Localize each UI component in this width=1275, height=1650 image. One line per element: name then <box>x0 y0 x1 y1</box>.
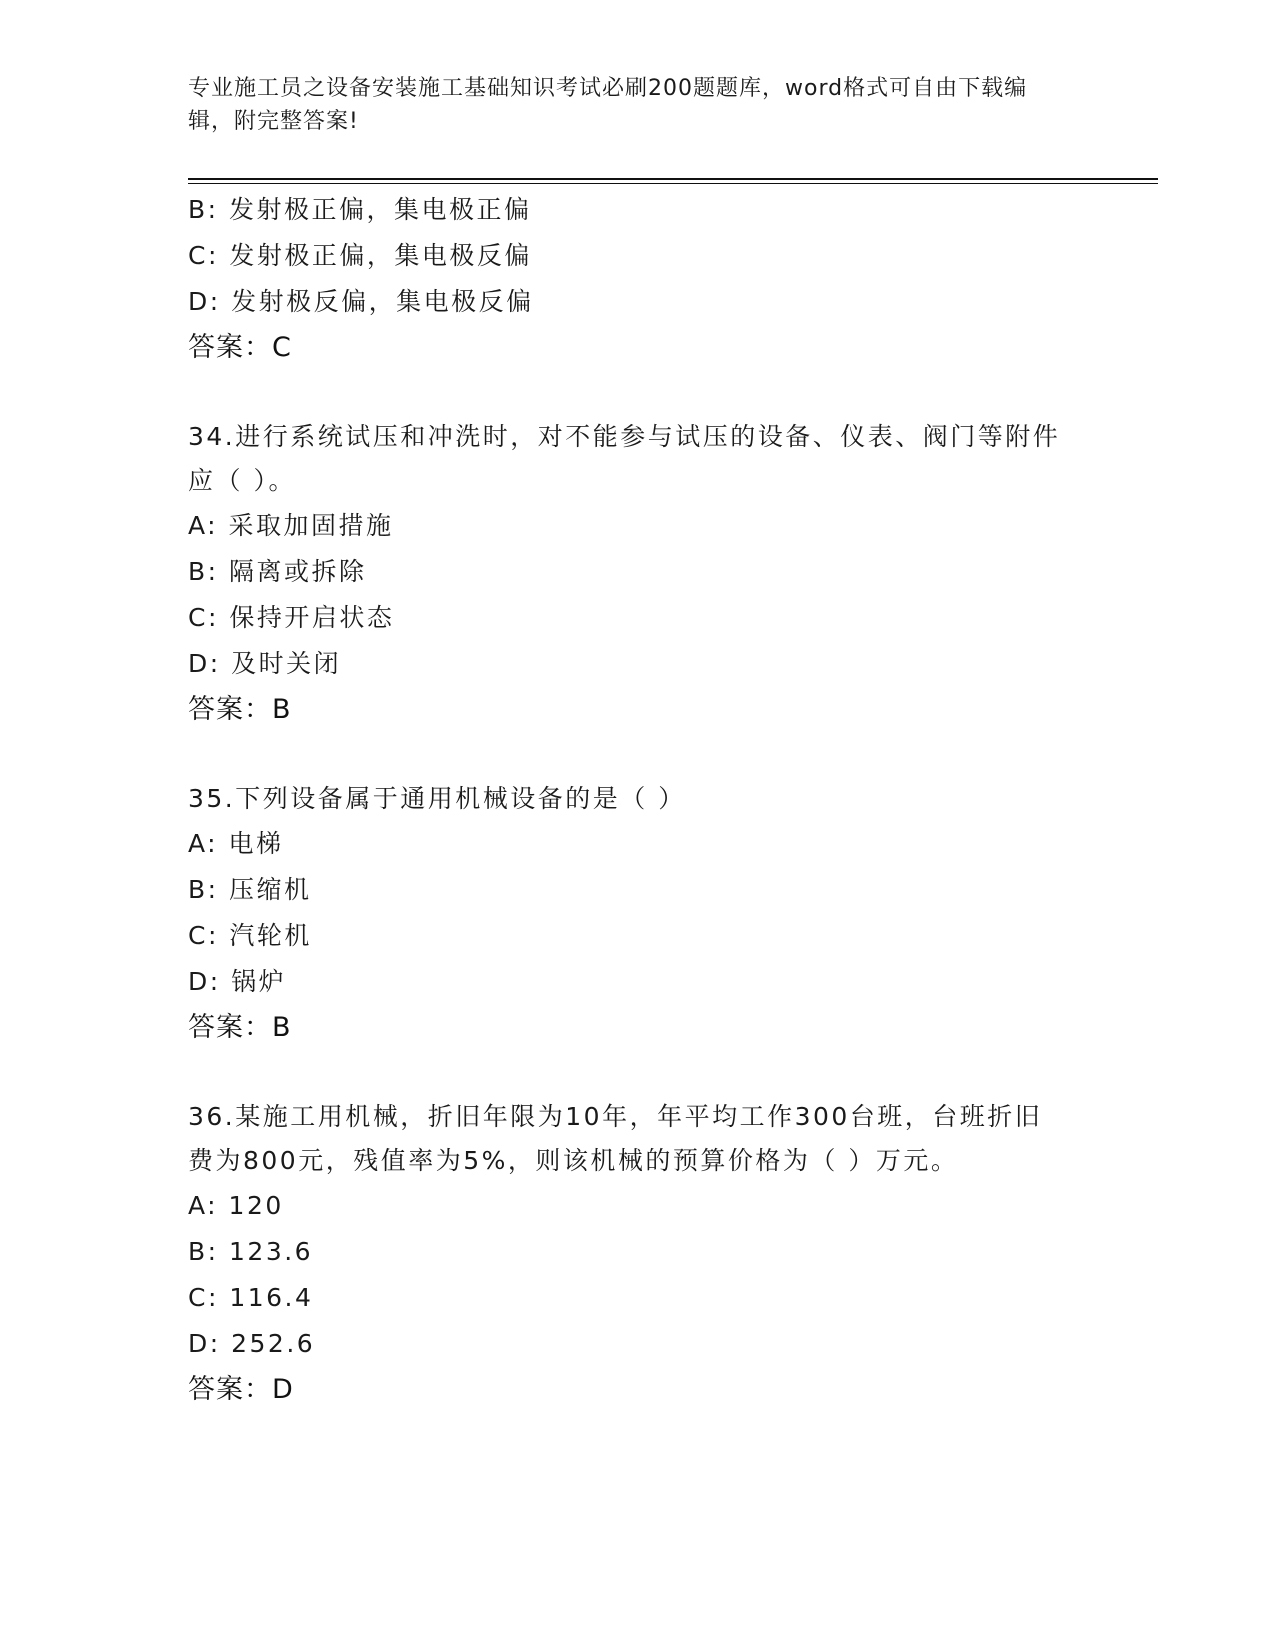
partial-question <box>188 187 1088 371</box>
option-b: B: 123.6 <box>188 1237 314 1266</box>
question-text: 35.下列设备属于通用机械设备的是（ ） <box>188 784 686 813</box>
option-b: B: 隔离或拆除 <box>188 557 367 586</box>
option-a: A: 120 <box>188 1191 284 1220</box>
answer-line: 答案：D <box>188 1374 294 1405</box>
spacer <box>188 371 1088 415</box>
option-a: A: 电梯 <box>188 829 284 858</box>
answer-line: 答案：B <box>188 694 292 725</box>
option-c: C: 发射极正偏，集电极反偏 <box>188 241 532 270</box>
option-c: C: 116.4 <box>188 1283 314 1312</box>
option-a: A: 采取加固措施 <box>188 511 394 540</box>
document-header: 专业施工员之设备安装施工基础知识考试必刷200题题库，word格式可自由下载编辑，附完整答案! <box>188 76 1028 134</box>
answer-line: 答案：C <box>188 332 292 363</box>
question-item <box>188 777 1088 1051</box>
header-divider-thin <box>188 183 1158 184</box>
option-d: D: 发射极反偏，集电极反偏 <box>188 287 534 316</box>
answer-line: 答案：B <box>188 1012 292 1043</box>
question-item <box>188 1095 1088 1413</box>
option-d: D: 252.6 <box>188 1329 316 1358</box>
option-b: B: 压缩机 <box>188 875 312 904</box>
option-d: D: 锅炉 <box>188 967 287 996</box>
question-list <box>188 187 1088 1413</box>
spacer <box>188 733 1088 777</box>
option-d: D: 及时关闭 <box>188 649 342 678</box>
question-item <box>188 415 1088 733</box>
header-divider-thick <box>188 178 1158 180</box>
spacer <box>188 1051 1088 1095</box>
question-text: 36.某施工用机械，折旧年限为10年，年平均工作300台班，台班折旧费为800元，残值率为5%，则该机械的预算价格为（ ）万元。 <box>188 1102 1043 1175</box>
option-b: B: 发射极正偏，集电极正偏 <box>188 195 532 224</box>
option-c: C: 保持开启状态 <box>188 603 395 632</box>
option-c: C: 汽轮机 <box>188 921 312 950</box>
question-text: 34.进行系统试压和冲洗时，对不能参与试压的设备、仪表、阀门等附件应（ ）。 <box>188 422 1061 495</box>
